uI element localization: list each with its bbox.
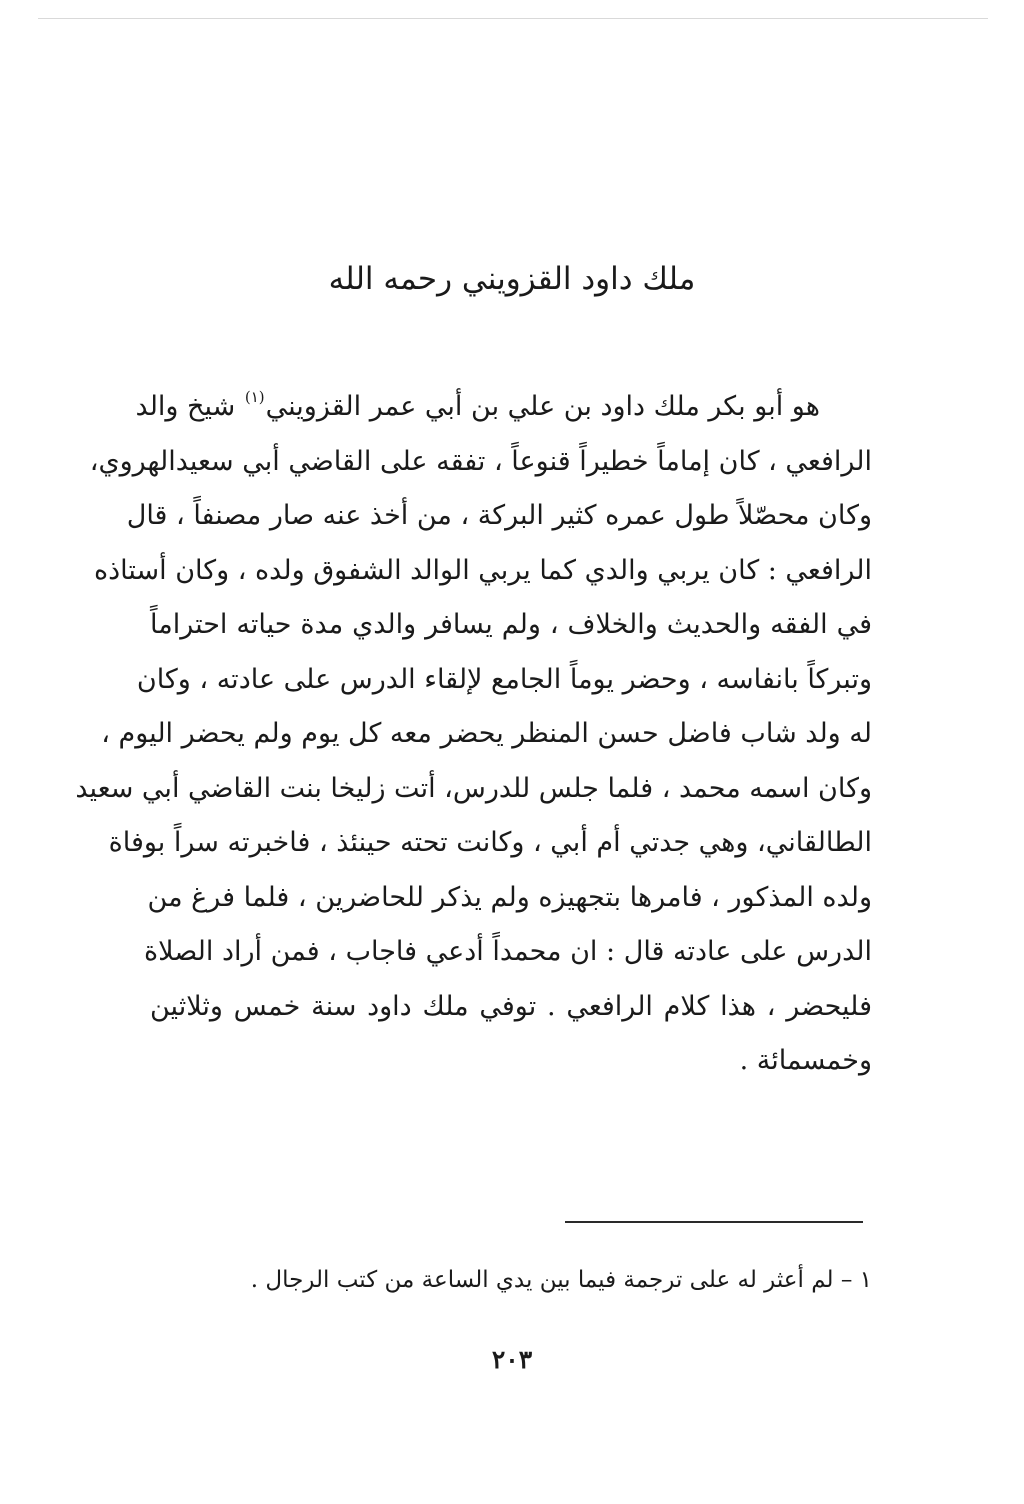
body-line-last: وخمسمائة . (739, 1045, 872, 1076)
body-line: الرافعي ، كان إماماً خطيراً قنوعاً ، تفقه على القاضي أبي سعيدالهروي، (89, 445, 872, 477)
body-line: له ولد شاب فاضل حسن المنظر يحضر معه كل يوم ولم يحضر اليوم ، (101, 718, 872, 749)
body-line: وتبركاً بانفاسه ، وحضر يوماً الجامع لإلقاء الدرس على عادته ، وكان (136, 663, 872, 695)
footnote-separator (565, 1221, 863, 1223)
body-line-1 (135, 380, 872, 435)
body-line-1-text: هو أبو بكر ملك داود بن علي بن أبي عمر القزويني (265, 391, 820, 422)
body-line: الرافعي : كان يربي والدي كما يربي الوالد الشفوق ولده ، وكان أستاذه (93, 554, 872, 586)
body-line: الطالقاني، وهي جدتي أم أبي ، وكانت تحته حينئذ ، فاخبرته سراً بوفاة (108, 827, 872, 858)
body-line: الدرس على عادته قال : ان محمداً أدعي فاجاب ، فمن أراد الصلاة (144, 936, 872, 967)
body-line-1-tail: شيخ والد (135, 391, 236, 422)
page-title: ملك داود القزويني رحمه الله (328, 261, 696, 297)
footnote-reference[interactable]: (١) (244, 388, 265, 406)
body-line: وكان اسمه محمد ، فلما جلس للدرس، أتت زليخا بنت القاضي أبي سعيد (75, 772, 872, 804)
footnote-text: ١ – لم أعثر له على ترجمة فيما بين يدي الساعة من كتب الرجال . (250, 1267, 872, 1293)
body-paragraph (75, 380, 872, 1089)
body-line: وكان محصّلاً طول عمره كثير البركة ، من أخذ عنه صار مصنفاً ، قال (126, 500, 872, 531)
body-line: في الفقه والحديث والخلاف ، ولم يسافر والدي مدة حياته احتراماً (150, 609, 872, 640)
page-number: ٢٠٣ (491, 1345, 533, 1374)
body-line: ولده المذكور ، فامرها بتجهيزه ولم يذكر للحاضرين ، فلما فرغ من (147, 881, 872, 913)
top-edge-rule (38, 18, 988, 19)
body-line: فليحضر ، هذا كلام الرافعي . توفي ملك داود سنة خمس وثلاثين (150, 990, 872, 1022)
